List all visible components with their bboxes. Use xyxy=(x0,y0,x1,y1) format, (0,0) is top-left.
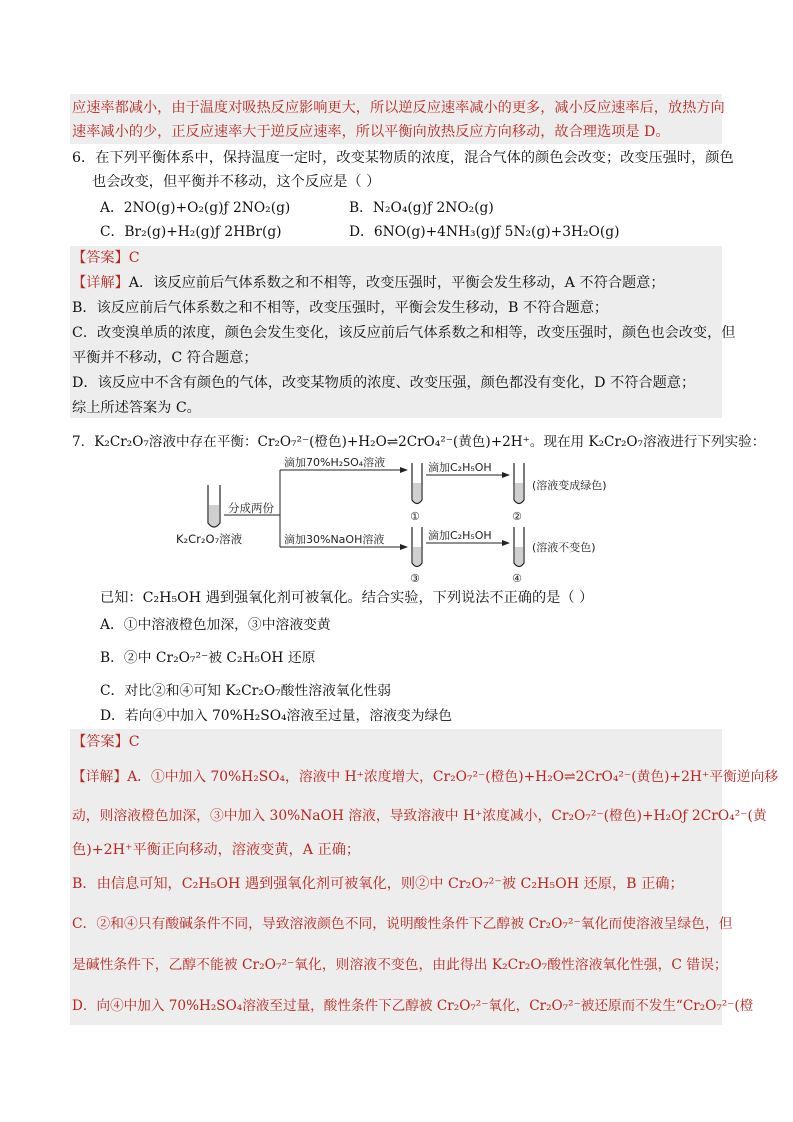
q7-detail-a: A．①中加入 70%H₂SO₄，溶液中 H⁺浓度增大，Cr₂O₇²⁻(橙色)+H₂O⇌2CrO₄²⁻(黄色)+2H⁺平衡逆向移 xyxy=(127,769,779,785)
top-line-1: 应速率都减小，由于温度对吸热反应影响更大，所以逆反应速率减小的更多，减小反应速率后，放热方向 xyxy=(72,100,725,116)
q6-detail-c-cont: 平衡并不移动，C 符合题意； xyxy=(72,350,258,366)
q6-detail-tag: 【详解】 xyxy=(72,275,129,291)
q6-stem-2: 也会改变，但平衡并不移动，这个反应是（ ） xyxy=(92,174,381,190)
q7-detail-c: C．②和④只有酸碱条件不同，导致溶液颜色不同，说明酸性条件下乙醇被 Cr₂O₇²⁻氧化而使溶液呈绿色，但 xyxy=(72,916,733,932)
tube-2 xyxy=(514,463,524,504)
q6-detail-a: A．该反应前后气体系数之和不相等，改变压强时，平衡会发生移动，A 不符合题意； xyxy=(128,275,665,291)
q6-detail-line-1 xyxy=(72,273,665,293)
q6-answer: 【答案】C xyxy=(72,250,140,266)
q7-answer: 【答案】C xyxy=(72,734,140,750)
tube-1 xyxy=(412,463,422,504)
q7-detail-d: D．向④中加入 70%H₂SO₄溶液至过量，酸性条件下乙醇被 Cr₂O₇²⁻氧化，Cr₂O₇²⁻被还原而不发生“Cr₂O₇²⁻(橙 xyxy=(72,998,754,1014)
q6-detail-summary: 综上所述答案为 C。 xyxy=(72,400,201,416)
bottom-step1-label: 滴加30%NaOH溶液 xyxy=(284,533,385,546)
split-label: 分成两份 xyxy=(228,501,274,515)
start-label: K₂Cr₂O₇溶液 xyxy=(176,532,243,546)
tube-1-label: ① xyxy=(410,510,420,523)
tube-3-label: ③ xyxy=(410,572,420,585)
q6-option-b: B．N₂O₄(g)ƒ 2NO₂(g) xyxy=(349,200,494,216)
q6-option-c: C．Br₂(g)+H₂(g)ƒ 2HBr(g) xyxy=(100,224,282,240)
q6-detail-d: D．该反应中不含有颜色的气体，改变某物质的浓度、改变压强，颜色都没有变化，D 不符合题意； xyxy=(72,375,696,391)
top-result-label: (溶液变成绿色) xyxy=(532,479,607,492)
start-test-tube xyxy=(208,485,220,527)
tube-2-label: ② xyxy=(512,510,522,523)
bottom-result-label: (溶液不变色) xyxy=(532,541,596,554)
q6-option-a: A．2NO(g)+O₂(g)ƒ 2NO₂(g) xyxy=(100,200,291,216)
q6-option-d: D．6NO(g)+4NH₃(g)ƒ 5N₂(g)+3H₂O(g) xyxy=(349,224,620,240)
top-step1-label: 滴加70%H₂SO₄溶液 xyxy=(284,456,386,469)
q6-detail-b: B．该反应前后气体系数之和不相等，改变压强时，平衡会发生移动，B 不符合题意； xyxy=(72,300,609,316)
q7-experiment-diagram xyxy=(172,455,632,585)
q7-detail-tag: 【详解】 xyxy=(72,769,128,785)
tube-4-label: ④ xyxy=(512,572,522,585)
tube-4 xyxy=(514,527,524,567)
q7-stem: 7．K₂Cr₂O₇溶液中存在平衡：Cr₂O₇²⁻(橙色)+H₂O⇌2CrO₄²⁻(黄色)+2H⁺。现在用 K₂Cr₂O₇溶液进行下列实验： xyxy=(72,434,766,450)
q7-option-c: C．对比②和④可知 K₂Cr₂O₇酸性溶液氧化性弱 xyxy=(100,683,392,699)
q7-option-d: D．若向④中加入 70%H₂SO₄溶液至过量，溶液变为绿色 xyxy=(100,708,453,724)
q7-option-b: B．②中 Cr₂O₇²⁻被 C₂H₅OH 还原 xyxy=(100,650,316,666)
tube-3 xyxy=(412,527,422,567)
q7-detail-a-cont-2: 色)+2H⁺平衡正向移动，溶液变黄，A 正确； xyxy=(72,842,361,858)
q6-detail-c: C．改变溴单质的浓度，颜色会发生变化，该反应前后气体系数之和相等，改变压强时，颜色也会改变，但 xyxy=(72,325,736,341)
top-line-2: 速率减小的少，正反应速率大于逆反应速率，所以平衡向放热反应方向移动，故合理选项是 D。 xyxy=(72,124,670,140)
q7-option-a: A．①中溶液橙色加深，③中溶液变黄 xyxy=(100,617,331,633)
q7-detail-line-1 xyxy=(72,767,778,787)
top-step2-label: 滴加C₂H₅OH xyxy=(428,461,492,474)
q7-detail-b: B．由信息可知，C₂H₅OH 遇到强氧化剂可被氧化，则②中 Cr₂O₇²⁻被 C₂H₅OH 还原，B 正确； xyxy=(72,876,684,892)
bottom-step2-label: 滴加C₂H₅OH xyxy=(428,529,492,542)
q6-stem-1: 6．在下列平衡体系中，保持温度一定时，改变某物质的浓度，混合气体的颜色会改变；改变压强时，颜色 xyxy=(72,150,734,166)
q7-detail-c-cont: 是碱性条件下，乙醇不能被 Cr₂O₇²⁻氧化，则溶液不变色，由此得出 K₂Cr₂O₇酸性溶液氧化性强，C 错误； xyxy=(72,957,728,973)
q7-detail-a-cont-1: 动，则溶液橙色加深，③中加入 30%NaOH 溶液，导致溶液中 H⁺浓度减小，Cr₂O₇²⁻(橙色)+H₂Oƒ 2CrO₄²⁻(黄 xyxy=(72,808,767,824)
q7-known: 已知：C₂H₅OH 遇到强氧化剂可被氧化。结合实验，下列说法不正确的是（ ） xyxy=(100,590,594,606)
